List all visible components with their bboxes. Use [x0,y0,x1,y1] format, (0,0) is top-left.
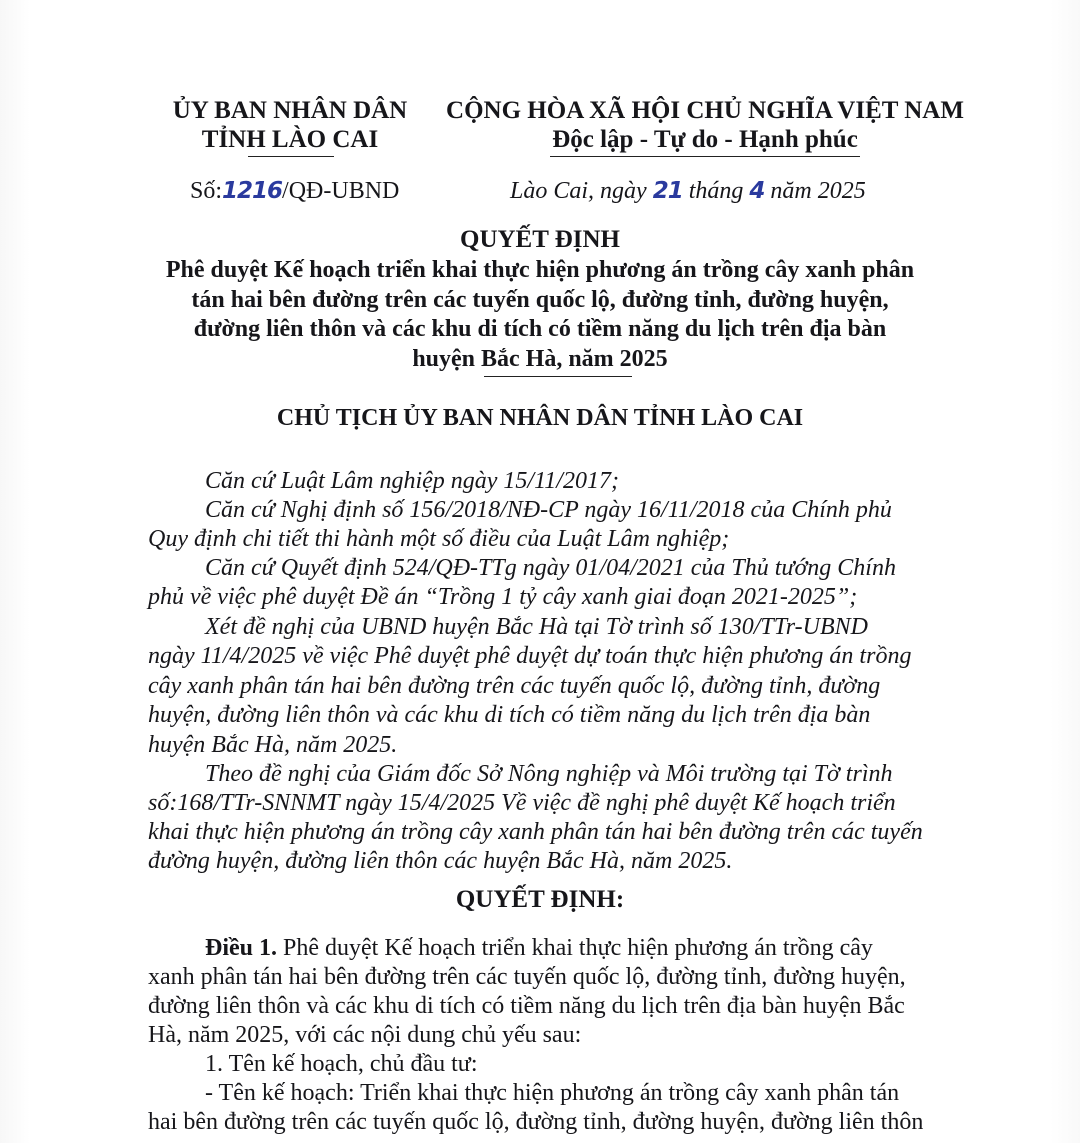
national-motto [430,96,980,154]
nation-line-1: CỘNG HÒA XÃ HỘI CHỦ NGHĨA VIỆT NAM [446,97,964,124]
article-line: 1. Tên kế hoạch, chủ đầu tư: [205,1051,478,1077]
subject-line: huyện Bắc Hà, năm 2025 [412,345,668,372]
subject-line: Phê duyệt Kế hoạch triển khai thực hiện phương án trồng cây xanh phân [165,257,915,283]
issuing-agency [150,96,430,154]
agency-line-2: TỈNH LÀO CAI [201,126,379,153]
article-1-first-line: Điều 1. Phê duyệt Kế hoạch triển khai thực hiện phương án trồng cây [205,935,873,961]
agency-underline [248,156,334,157]
preamble-line: Xét đề nghị của UBND huyện Bắc Hà tại Tờ trình số 130/TTr-UBND [205,614,868,640]
agency-line-1: ỦY BAN NHÂN DÂN [172,97,408,124]
subject-line: tán hai bên đường trên các tuyến quốc lộ, đường tỉnh, đường huyện, [191,286,889,313]
article-line: xanh phân tán hai bên đường trên các tuyến quốc lộ, đường tỉnh, đường huyện, [148,964,906,990]
preamble-line: Căn cứ Nghị định số 156/2018/NĐ-CP ngày 16/11/2018 của Chính phủ [205,497,892,523]
preamble-line: huyện Bắc Hà, năm 2025. [148,732,398,758]
preamble-line: huyện, đường liên thôn và các khu di tích có tiềm năng du lịch trên địa bàn [148,702,871,728]
subject-underline [484,376,632,377]
subject-line: đường liên thôn và các khu di tích có tiềm năng du lịch trên địa bàn [193,316,887,342]
article-line: Hà, năm 2025, với các nội dung chủ yếu sau: [148,1022,582,1048]
preamble-line: Quy định chi tiết thi hành một số điều của Luật Lâm nghiệp; [148,526,730,552]
handwritten-day: 21 [652,178,683,204]
preamble-line: số:168/TTr-SNNMT ngày 15/4/2025 Về việc đề nghị phê duyệt Kế hoạch triển [148,790,896,816]
article-line: đường liên thôn và các khu di tích có tiềm năng du lịch trên địa bàn huyện Bắc [148,993,905,1019]
preamble-line: khai thực hiện phương án trồng cây xanh phân tán hai bên đường trên các tuyến [148,819,923,845]
handwritten-number: 1216 [222,178,283,204]
article-line: - Tên kế hoạch: Triển khai thực hiện phương án trồng cây xanh phân tán [205,1080,900,1106]
document-title: QUYẾT ĐỊNH [460,226,620,253]
authority-heading: CHỦ TỊCH ỦY BAN NHÂN DÂN TỈNH LÀO CAI [276,405,804,431]
article-line: hai bên đường trên các tuyến quốc lộ, đường tỉnh, đường huyện, đường liên thôn [148,1109,924,1135]
preamble-line: Căn cứ Quyết định 524/QĐ-TTg ngày 01/04/2021 của Thủ tướng Chính [205,555,896,581]
document-date: Lào Cai, ngày 21 tháng 4 năm 2025 [510,178,866,204]
preamble-line: Theo đề nghị của Giám đốc Sở Nông nghiệp và Môi trường tại Tờ trình [205,761,893,787]
preamble-line: cây xanh phân tán hai bên đường trên các tuyến quốc lộ, đường tỉnh, đường [148,673,881,699]
decision-subject [0,256,1080,374]
nation-line-2: Độc lập - Tự do - Hạnh phúc [552,126,858,153]
preamble-line: ngày 11/4/2025 về việc Phê duyệt phê duyệt dự toán thực hiện phương án trồng [148,643,912,669]
preamble-line: Căn cứ Luật Lâm nghiệp ngày 15/11/2017; [205,468,619,494]
preamble-line: đường huyện, đường liên thôn các huyện Bắc Hà, năm 2025. [148,848,733,874]
article-1-label: Điều 1. [205,935,277,961]
document-number: Số:1216/QĐ-UBND [190,178,400,204]
preamble-line: phủ về việc phê duyệt Đề án “Trồng 1 tỷ cây xanh giai đoạn 2021-2025”; [148,584,858,610]
decision-heading: QUYẾT ĐỊNH: [455,886,625,913]
motto-underline [550,156,860,157]
handwritten-month: 4 [749,178,765,204]
